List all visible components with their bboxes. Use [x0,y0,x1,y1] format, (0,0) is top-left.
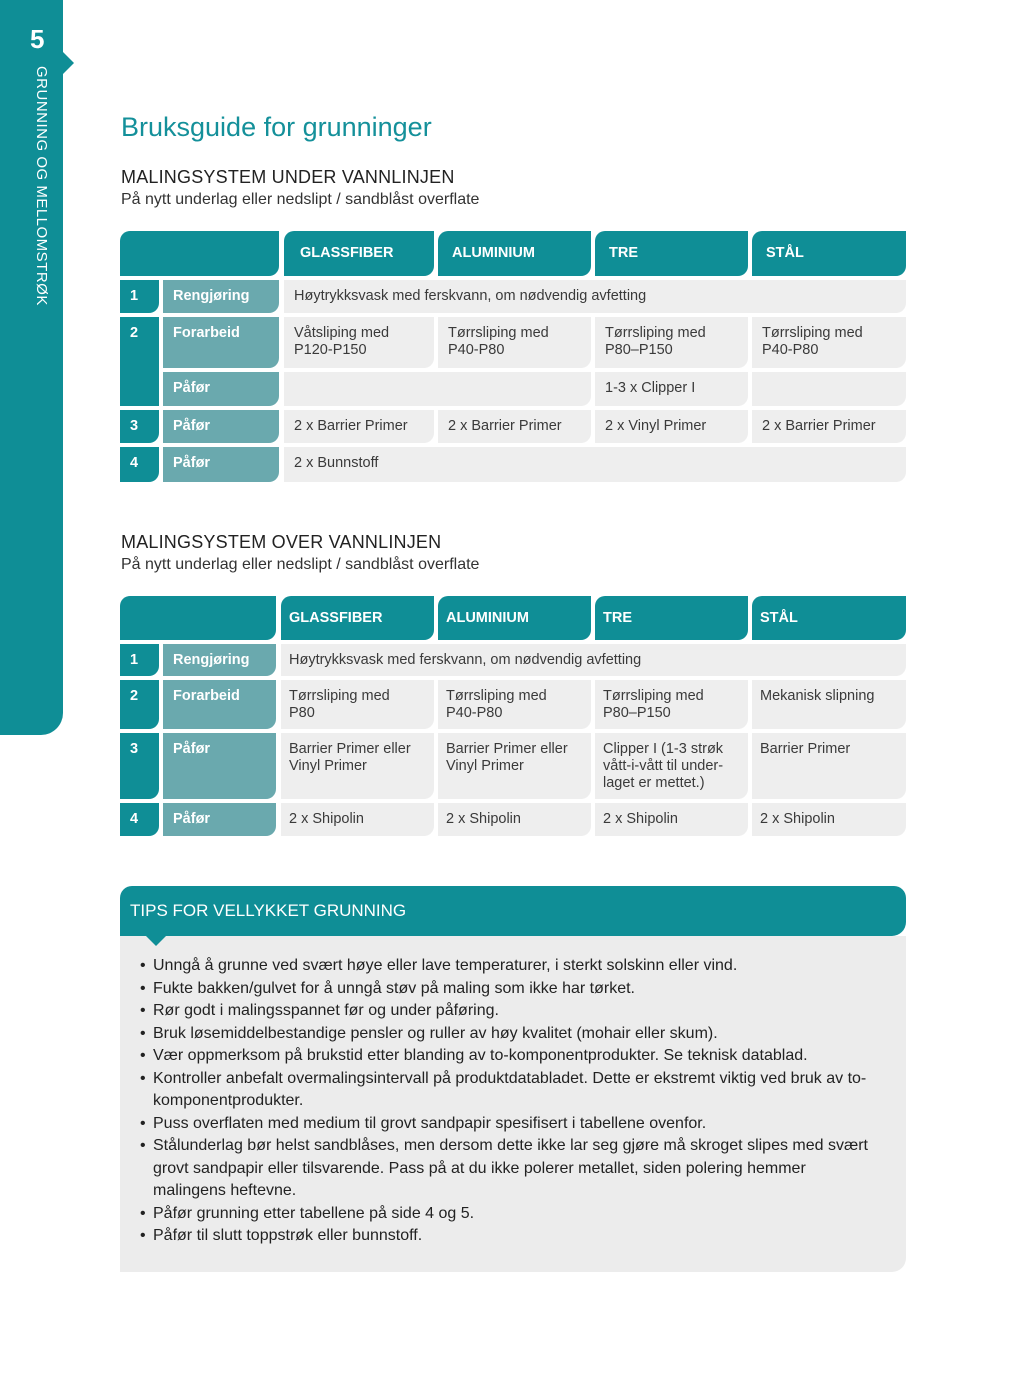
tip-item: • Rør godt i malingsspannet før og under påføring. [138,1000,883,1023]
table-cell: Tørrsliping med P40-P80 [438,680,591,729]
table-cell: Tørrsliping med P40-P80 [438,317,591,368]
step-label: Forarbeid [163,317,279,368]
step-label: Påfør [163,372,279,406]
page-title: Bruksguide for grunninger [121,112,432,142]
chapter-title: GRUNNING OG MELLOMSTRØK [33,66,50,306]
step-number: 1 [120,644,159,676]
table-cell: Tørrsliping med P80–P150 [595,317,748,368]
section-title-over: MALINGSYSTEM OVER VANNLINJEN [121,532,442,552]
tip-item: • Vær oppmerksom på brukstid etter blanding av to-komponentprodukter. Se teknisk datablad. [138,1045,883,1068]
tip-item: • Påfør grunning etter tabellene på side 4 og 5. [138,1203,883,1226]
tip-item: • Fukte bakken/gulvet for å unngå støv på maling som ikke har tørket. [138,978,883,1001]
column-header: GLASSFIBER [284,231,434,276]
section-subtitle-under: På nytt underlag eller nedslipt / sandblåst overflate [121,191,480,208]
step-label: Påfør [163,410,279,443]
step-number: 2 [120,317,159,406]
step-number: 4 [120,447,159,482]
column-header: ALUMINIUM [438,596,591,640]
step-number: 3 [120,410,159,443]
section-title-under: MALINGSYSTEM UNDER VANNLINJEN [121,167,455,187]
step-number: 4 [120,803,159,836]
tips-heading-text: TIPS FOR VELLYKKET GRUNNING [130,901,407,920]
table-cell [752,372,906,406]
step-label: Rengjøring [163,644,276,676]
table-cell: 2 x Barrier Primer [284,410,434,443]
table-cell: Barrier Primer [752,733,906,799]
table-cell: Tørrsliping med P80–P150 [595,680,748,729]
step-label: Påfør [163,803,276,836]
step-label: Forarbeid [163,680,276,729]
table-cell: 2 x Barrier Primer [752,410,906,443]
tip-item: • Stålunderlag bør helst sandblåses, men dersom dette ikke lar seg gjøre må skroget slipes med svært grovt sandpapir eller tilsvarende. Pass på at du ikke polerer metallet, siden polering hemmer malingens heftevne. [138,1135,883,1203]
step-label: Påfør [163,447,279,482]
column-header: STÅL [752,231,906,276]
table-cell: Barrier Primer eller Vinyl Primer [281,733,434,799]
table-cell: Våtsliping med P120-P150 [284,317,434,368]
table-cell: 1-3 x Clipper I [595,372,748,406]
column-header: GLASSFIBER [281,596,434,640]
table-cell: 2 x Shipolin [595,803,748,836]
tip-item: • Bruk løsemiddelbestandige pensler og ruller av høy kvalitet (mohair eller skum). [138,1023,883,1046]
tips-list [138,955,883,1248]
table-corner [120,231,279,276]
table-cell: Tørrsliping med P80 [281,680,434,729]
column-header: STÅL [752,596,906,640]
table-cell: 2 x Vinyl Primer [595,410,748,443]
section-subtitle-over: På nytt underlag eller nedslipt / sandblåst overflate [121,556,480,573]
table-cell: Høytrykksvask med ferskvann, om nødvendig avfetting [281,644,906,676]
table-cell: Clipper I (1-3 strøk vått-i-vått til under- laget er mettet.) [595,733,748,799]
table-cell: 2 x Barrier Primer [438,410,591,443]
step-number: 1 [120,280,159,313]
tab-pointer [63,52,74,74]
table-corner [120,596,276,640]
step-label: Rengjøring [163,280,279,313]
step-number: 2 [120,680,159,729]
tip-item: • Kontroller anbefalt overmalingsintervall på produktdatabladet. Dette er ekstremt viktig ved bruk av to-komponentprodukter. [138,1068,883,1113]
column-header: TRE [595,596,748,640]
tip-item: • Puss overflaten med medium til grovt sandpapir spesifisert i tabellene ovenfor. [138,1113,883,1136]
tips-heading [120,886,906,936]
chapter-tab [0,0,63,735]
table-cell: Tørrsliping med P40-P80 [752,317,906,368]
step-number: 3 [120,733,159,799]
column-header: TRE [595,231,748,276]
table-cell: Barrier Primer eller Vinyl Primer [438,733,591,799]
tip-item: • Unngå å grunne ved svært høye eller lave temperaturer, i sterkt solskinn eller vind. [138,955,883,978]
step-label: Påfør [163,733,276,799]
table-cell: 2 x Shipolin [752,803,906,836]
page-number: 5 [30,24,45,54]
column-header: ALUMINIUM [438,231,591,276]
tips-pointer [146,936,166,946]
tip-item: • Påfør til slutt toppstrøk eller bunnstoff. [138,1225,883,1248]
table-cell: 2 x Shipolin [438,803,591,836]
table-cell: 2 x Shipolin [281,803,434,836]
table-cell: Høytrykksvask med ferskvann, om nødvendig avfetting [284,280,906,313]
table-cell: 2 x Bunnstoff [284,447,906,482]
table-cell: Mekanisk slipning [752,680,906,729]
table-cell [284,372,591,406]
